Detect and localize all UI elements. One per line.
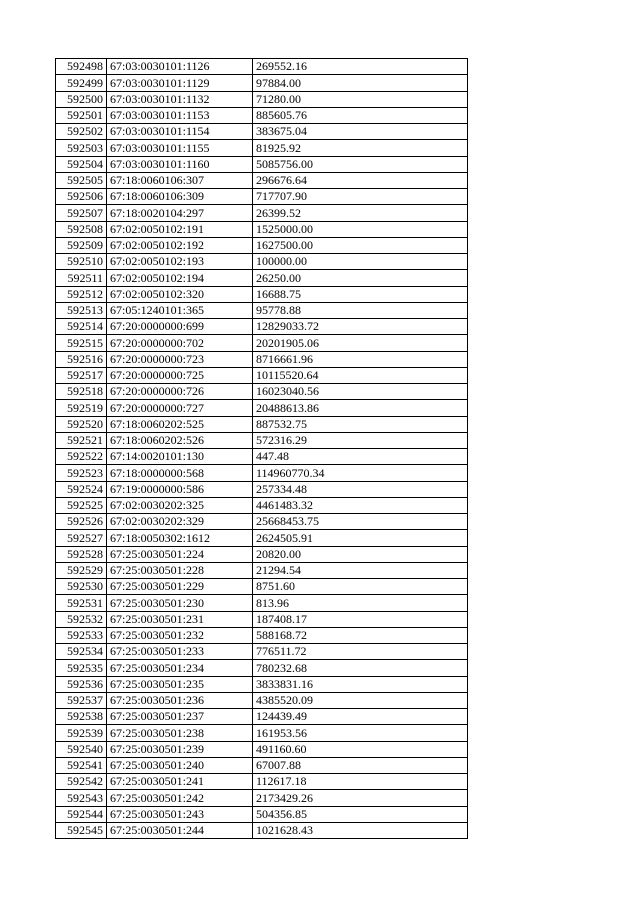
table-row [56,91,468,107]
row-number-cell: 592536 [56,676,107,692]
cadastral-number-cell: 67:02:0050102:193 [107,254,253,270]
cadastral-number-cell: 67:18:0020104:297 [107,205,253,221]
row-number-cell: 592520 [56,416,107,432]
table-row [56,741,468,757]
row-number-cell: 592509 [56,237,107,253]
table-row [56,75,468,91]
table-row [56,416,468,432]
row-number-cell: 592543 [56,790,107,806]
row-number-cell: 592541 [56,757,107,773]
row-number-cell: 592526 [56,514,107,530]
amount-cell: 5085756.00 [253,156,468,172]
amount-cell: 81925.92 [253,140,468,156]
table-row [56,660,468,676]
table-row [56,449,468,465]
row-number-cell: 592511 [56,270,107,286]
cadastral-number-cell: 67:25:0030501:242 [107,790,253,806]
cadastral-number-cell: 67:03:0030101:1153 [107,107,253,123]
table-row [56,562,468,578]
row-number-cell: 592529 [56,562,107,578]
table-row [56,709,468,725]
table-row [56,644,468,660]
cadastral-number-cell: 67:03:0030101:1126 [107,59,253,75]
row-number-cell: 592533 [56,627,107,643]
amount-cell: 25668453.75 [253,514,468,530]
cadastral-number-cell: 67:25:0030501:235 [107,676,253,692]
row-number-cell: 592501 [56,107,107,123]
cadastral-number-cell: 67:19:0000000:586 [107,481,253,497]
amount-cell: 257334.48 [253,481,468,497]
row-number-cell: 592527 [56,530,107,546]
row-number-cell: 592525 [56,497,107,513]
cadastral-number-cell: 67:02:0050102:194 [107,270,253,286]
cadastral-number-cell: 67:25:0030501:237 [107,709,253,725]
cadastral-number-cell: 67:25:0030501:241 [107,774,253,790]
cadastral-number-cell: 67:18:0060106:309 [107,189,253,205]
table-row [56,774,468,790]
table-row [56,692,468,708]
cadastral-number-cell: 67:25:0030501:230 [107,595,253,611]
table-row [56,546,468,562]
table-row [56,367,468,383]
table-row [56,286,468,302]
amount-cell: 16023040.56 [253,384,468,400]
table-row [56,319,468,335]
row-number-cell: 592513 [56,302,107,318]
table-row [56,725,468,741]
amount-cell: 776511.72 [253,644,468,660]
table-row [56,530,468,546]
amount-cell: 95778.88 [253,302,468,318]
row-number-cell: 592506 [56,189,107,205]
table-row [56,790,468,806]
cadastral-number-cell: 67:25:0030501:229 [107,579,253,595]
table-row [56,595,468,611]
table-body [56,59,468,839]
cadastral-number-cell: 67:02:0030202:329 [107,514,253,530]
amount-cell: 21294.54 [253,562,468,578]
cadastral-number-cell: 67:20:0000000:727 [107,400,253,416]
cadastral-number-cell: 67:14:0020101:130 [107,449,253,465]
data-table [55,58,468,839]
row-number-cell: 592512 [56,286,107,302]
cadastral-number-cell: 67:18:0060106:307 [107,172,253,188]
cadastral-number-cell: 67:25:0030501:224 [107,546,253,562]
table-row [56,270,468,286]
row-number-cell: 592534 [56,644,107,660]
row-number-cell: 592535 [56,660,107,676]
row-number-cell: 592504 [56,156,107,172]
cadastral-number-cell: 67:20:0000000:725 [107,367,253,383]
table-row [56,221,468,237]
cadastral-number-cell: 67:18:0000000:568 [107,465,253,481]
table-row [56,627,468,643]
table-row [56,611,468,627]
row-number-cell: 592537 [56,692,107,708]
amount-cell: 12829033.72 [253,319,468,335]
cadastral-number-cell: 67:20:0000000:699 [107,319,253,335]
row-number-cell: 592507 [56,205,107,221]
table-row [56,481,468,497]
cadastral-number-cell: 67:18:0060202:526 [107,432,253,448]
row-number-cell: 592524 [56,481,107,497]
table-row [56,351,468,367]
table-row [56,189,468,205]
row-number-cell: 592514 [56,319,107,335]
row-number-cell: 592532 [56,611,107,627]
cadastral-number-cell: 67:03:0030101:1129 [107,75,253,91]
amount-cell: 26399.52 [253,205,468,221]
amount-cell: 20488613.86 [253,400,468,416]
table-row [56,302,468,318]
amount-cell: 572316.29 [253,432,468,448]
table-row [56,465,468,481]
table-row [56,757,468,773]
cadastral-number-cell: 67:20:0000000:723 [107,351,253,367]
row-number-cell: 592510 [56,254,107,270]
amount-cell: 26250.00 [253,270,468,286]
amount-cell: 100000.00 [253,254,468,270]
table-row [56,432,468,448]
amount-cell: 8716661.96 [253,351,468,367]
amount-cell: 491160.60 [253,741,468,757]
amount-cell: 780232.68 [253,660,468,676]
amount-cell: 20201905.06 [253,335,468,351]
amount-cell: 3833831.16 [253,676,468,692]
row-number-cell: 592523 [56,465,107,481]
amount-cell: 20820.00 [253,546,468,562]
cadastral-number-cell: 67:25:0030501:239 [107,741,253,757]
amount-cell: 161953.56 [253,725,468,741]
cadastral-number-cell: 67:25:0030501:244 [107,822,253,838]
table-row [56,579,468,595]
amount-cell: 67007.88 [253,757,468,773]
table-row [56,335,468,351]
amount-cell: 383675.04 [253,124,468,140]
cadastral-number-cell: 67:18:0060202:525 [107,416,253,432]
amount-cell: 4461483.32 [253,497,468,513]
row-number-cell: 592499 [56,75,107,91]
table-row [56,822,468,838]
table-row [56,124,468,140]
row-number-cell: 592498 [56,59,107,75]
amount-cell: 296676.64 [253,172,468,188]
row-number-cell: 592542 [56,774,107,790]
amount-cell: 504356.85 [253,806,468,822]
amount-cell: 269552.16 [253,59,468,75]
amount-cell: 588168.72 [253,627,468,643]
cadastral-number-cell: 67:05:1240101:365 [107,302,253,318]
cadastral-number-cell: 67:20:0000000:702 [107,335,253,351]
cadastral-number-cell: 67:03:0030101:1132 [107,91,253,107]
row-number-cell: 592500 [56,91,107,107]
cadastral-number-cell: 67:18:0050302:1612 [107,530,253,546]
cadastral-number-cell: 67:02:0030202:325 [107,497,253,513]
cadastral-number-cell: 67:03:0030101:1160 [107,156,253,172]
row-number-cell: 592545 [56,822,107,838]
table-row [56,172,468,188]
cadastral-number-cell: 67:25:0030501:240 [107,757,253,773]
table-row [56,205,468,221]
table-row [56,806,468,822]
cadastral-number-cell: 67:25:0030501:231 [107,611,253,627]
table-row [56,384,468,400]
table-row [56,497,468,513]
amount-cell: 4385520.09 [253,692,468,708]
amount-cell: 813.96 [253,595,468,611]
row-number-cell: 592539 [56,725,107,741]
cadastral-number-cell: 67:25:0030501:234 [107,660,253,676]
cadastral-number-cell: 67:25:0030501:233 [107,644,253,660]
table-row [56,156,468,172]
amount-cell: 1021628.43 [253,822,468,838]
amount-cell: 112617.18 [253,774,468,790]
row-number-cell: 592502 [56,124,107,140]
row-number-cell: 592522 [56,449,107,465]
cadastral-number-cell: 67:25:0030501:232 [107,627,253,643]
table-row [56,514,468,530]
table-row [56,107,468,123]
amount-cell: 1525000.00 [253,221,468,237]
amount-cell: 97884.00 [253,75,468,91]
amount-cell: 187408.17 [253,611,468,627]
row-number-cell: 592518 [56,384,107,400]
amount-cell: 16688.75 [253,286,468,302]
amount-cell: 124439.49 [253,709,468,725]
row-number-cell: 592508 [56,221,107,237]
cadastral-number-cell: 67:20:0000000:726 [107,384,253,400]
cadastral-number-cell: 67:25:0030501:228 [107,562,253,578]
table-row [56,237,468,253]
table-row [56,400,468,416]
cadastral-number-cell: 67:03:0030101:1155 [107,140,253,156]
row-number-cell: 592530 [56,579,107,595]
cadastral-number-cell: 67:25:0030501:238 [107,725,253,741]
row-number-cell: 592515 [56,335,107,351]
row-number-cell: 592544 [56,806,107,822]
row-number-cell: 592503 [56,140,107,156]
amount-cell: 447.48 [253,449,468,465]
amount-cell: 717707.90 [253,189,468,205]
row-number-cell: 592540 [56,741,107,757]
amount-cell: 887532.75 [253,416,468,432]
row-number-cell: 592521 [56,432,107,448]
cadastral-number-cell: 67:02:0050102:320 [107,286,253,302]
amount-cell: 2173429.26 [253,790,468,806]
cadastral-number-cell: 67:02:0050102:192 [107,237,253,253]
cadastral-number-cell: 67:03:0030101:1154 [107,124,253,140]
row-number-cell: 592505 [56,172,107,188]
cadastral-number-cell: 67:02:0050102:191 [107,221,253,237]
table-row [56,59,468,75]
row-number-cell: 592538 [56,709,107,725]
table-row [56,140,468,156]
row-number-cell: 592528 [56,546,107,562]
amount-cell: 2624505.91 [253,530,468,546]
cadastral-number-cell: 67:25:0030501:236 [107,692,253,708]
amount-cell: 10115520.64 [253,367,468,383]
amount-cell: 8751.60 [253,579,468,595]
table-row [56,254,468,270]
row-number-cell: 592519 [56,400,107,416]
amount-cell: 71280.00 [253,91,468,107]
cadastral-number-cell: 67:25:0030501:243 [107,806,253,822]
row-number-cell: 592516 [56,351,107,367]
amount-cell: 885605.76 [253,107,468,123]
amount-cell: 1627500.00 [253,237,468,253]
row-number-cell: 592531 [56,595,107,611]
table-row [56,676,468,692]
row-number-cell: 592517 [56,367,107,383]
amount-cell: 114960770.34 [253,465,468,481]
